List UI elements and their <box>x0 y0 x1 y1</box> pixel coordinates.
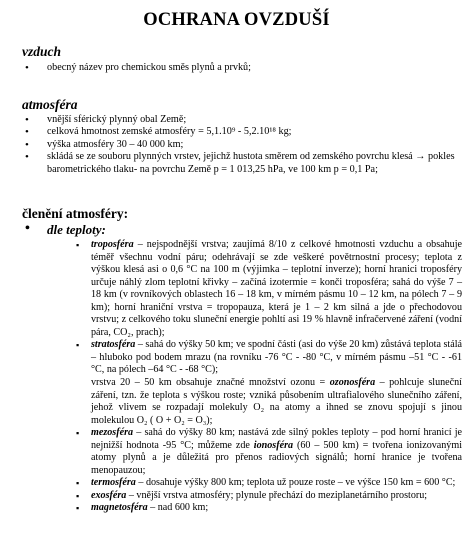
layer-term: ionosféra <box>253 439 294 451</box>
list-item: • skládá se ze souboru plynných vrstev, jejichž hustota směrem od zemského povrchu klesá → pokles barometrického tlaku- na povrchu Země p = 1 013,25 hPa, ve 100 km p = 0,1 Pa; <box>22 151 462 176</box>
cleneni-list <box>22 222 462 515</box>
vzduch-list <box>22 62 462 74</box>
layer-text: – nad 600 km; <box>147 502 209 514</box>
list-item: • výška atmosféry 30 – 40 000 km; <box>22 139 462 151</box>
section-heading-atmosfera: atmosféra <box>22 97 78 112</box>
list-item: • vnější sférický plynný obal Země; <box>22 114 462 126</box>
layers-list <box>47 239 462 515</box>
list-item: • celková hmotnost zemské atmosféry = 5,1.10⁹ - 5,2.10¹⁸ kg; <box>22 126 462 138</box>
layer-text: – pohlcuje sluneční záření, tzn. že teplota s výškou roste; vzniká působením ultrafialového slunečního záření, jehož vlivem se rozpadají molekuly O₂ na atomy a ihned se znovu spojují s jinou molekulou O₂ ( O + O₂ = O₃); <box>91 377 462 426</box>
layer-stratosfera <box>47 339 462 427</box>
layer-text: (60 – 500 km) = tvořena ionizovanými atomy plynů a je důležitá pro přenos radiových signálů; horní hranice je tvořena menopauzou; <box>91 439 463 476</box>
layer-text: – nejspodnější vrstva; zaujímá 8/10 z celkové hmotnosti vzduchu a obsahuje téměř všechnu vodní páru; odehrávají se zde veškeré povětrnostní procesy; teplota z výškou klesá asi o 0,6 °C na 100 m (výjimka – teplotní inverze); horní hranici troposféry určuje náhlý zlom teplotní křivky – začíná izotermie = konči troposféra; sahá do výše 7 – 18 km (v rovníkových oblastech 16 – 18 km, v mírném pásmu 10 – 12 km, na pólech 7 – 9 km); horní hraniční vrstva = tropopauza, která je 1 – 2 km silná a jde o přechodovou vrstvu; z celkového toku sluneční energie pohltí asi 19 % hlavně infračervené záření (vodní pára, CO₂, prach); <box>91 239 462 338</box>
layer-mezosfera <box>47 427 462 477</box>
layer-term: ozonosféra <box>329 377 376 389</box>
layer-troposfera <box>47 239 462 339</box>
atmosfera-list <box>22 114 462 176</box>
subheading-by-temp: dle teploty: <box>47 222 106 237</box>
layer-termosfera <box>47 477 462 490</box>
layer-name: magnetosféra <box>91 502 148 514</box>
layer-text: – sahá do výšky 80 km; nastává zde silný pokles teploty – pod horní hranicí je nejnižší hodnota -95 °C; můžeme zde <box>91 427 462 451</box>
layer-text: – dosahuje výšky 800 km; teplota už pouze roste – ve výšce 150 km = 600 °C; <box>135 477 456 489</box>
layer-name: troposféra <box>91 239 134 250</box>
layer-text: – vnější vrstva atmosféry; plynule přechází do meziplanetárního prostoru; <box>126 489 428 501</box>
layer-name: termosféra <box>91 477 136 489</box>
layer-exosfera <box>47 490 462 503</box>
layer-name: mezosféra <box>91 427 134 439</box>
list-item: • obecný název pro chemickou směs plynů a prvků; <box>22 62 462 74</box>
layer-text: vrstva 20 – 50 km obsahuje značné množství ozonu = <box>91 377 330 389</box>
page-title: OCHRANA OVZDUŠÍ <box>143 10 330 30</box>
layer-text: – sahá do výšky 50 km; ve spodní části (asi do výše 20 km) zůstává teplota stálá – hluboko pod bodem mrazu (na rovníku -76 °C - -80 °C, v mírném pásmu –51 °C - -61 °C, na pólech –64 °C - -68 °C); <box>91 339 462 376</box>
layer-magnetosfera <box>47 502 462 515</box>
layer-name: exosféra <box>91 489 127 501</box>
list-item-by-temp <box>22 222 462 515</box>
layer-name: stratosféra <box>91 339 136 351</box>
section-heading-vzduch: vzduch <box>22 44 62 59</box>
section-heading-cleneni: členění atmosféry: <box>22 206 129 221</box>
